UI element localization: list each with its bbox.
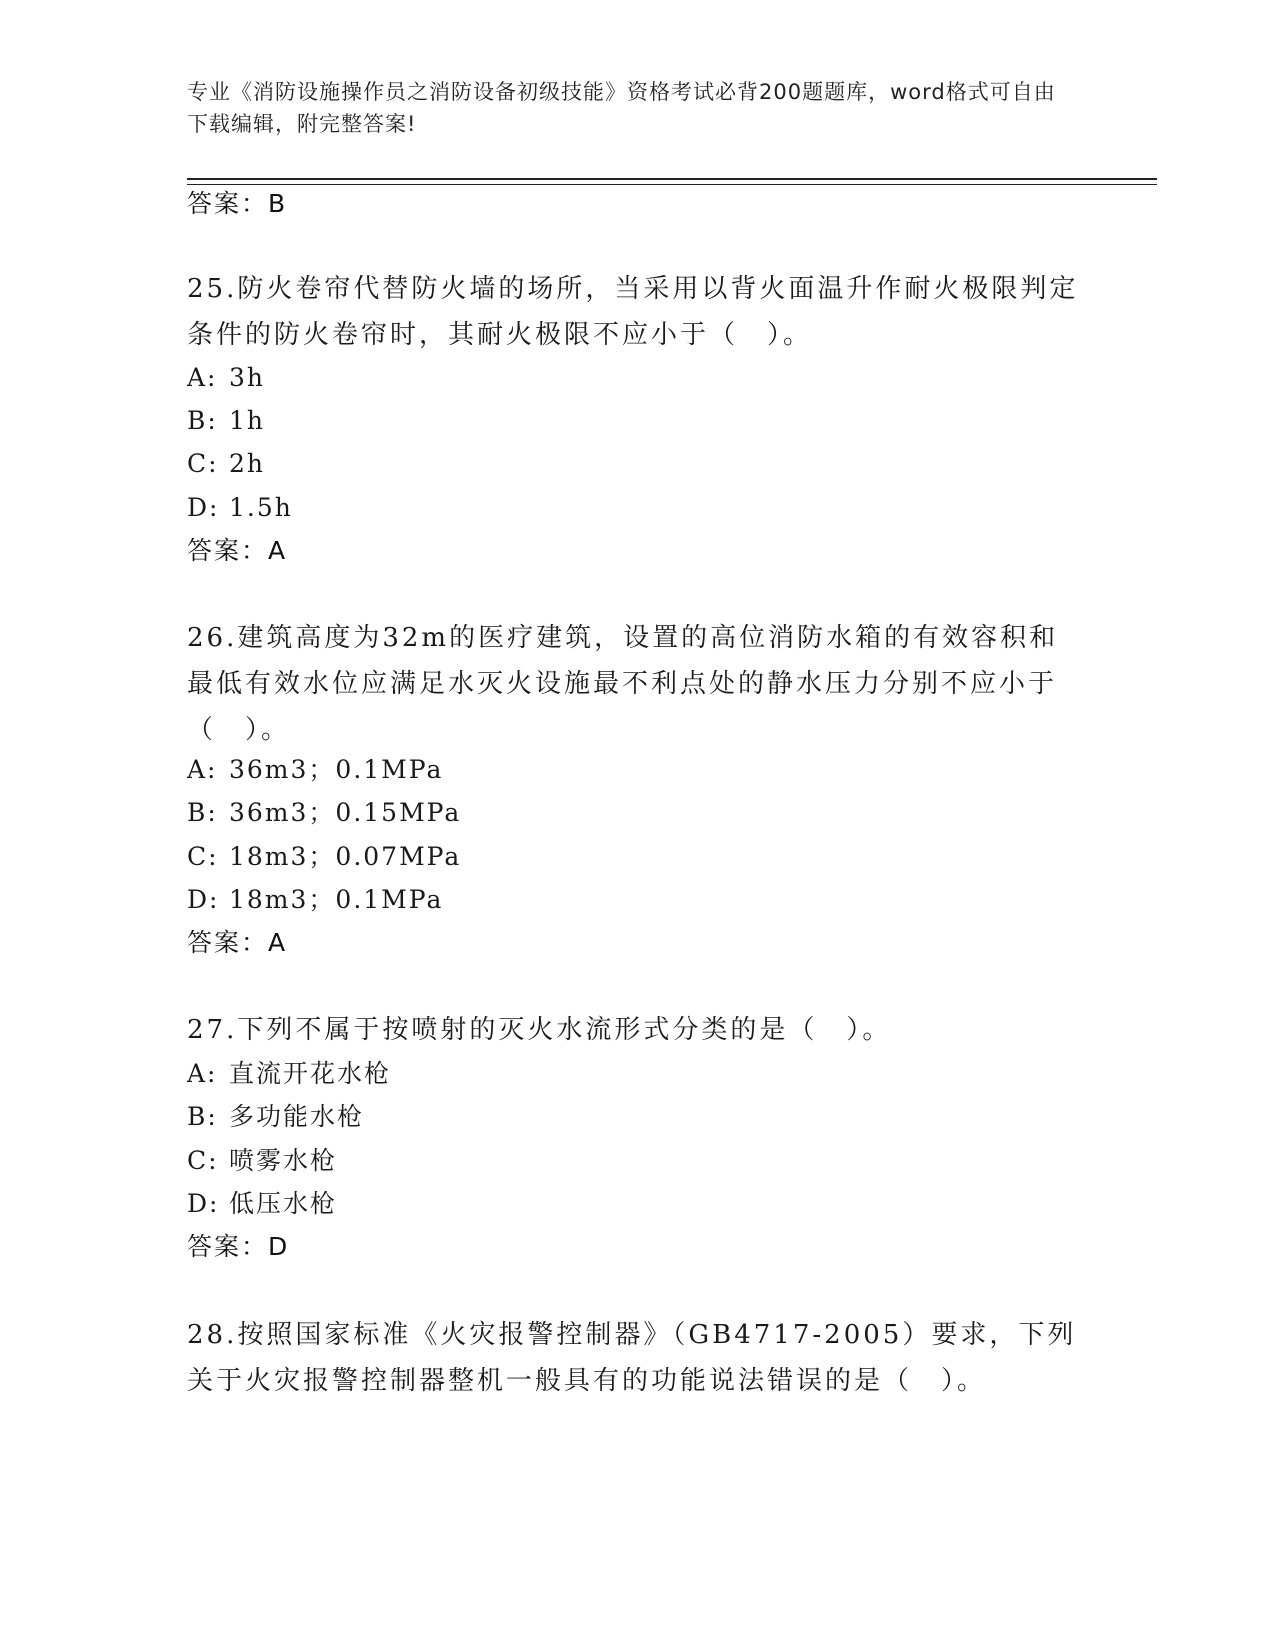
- question-27: 27.下列不属于按喷射的灭火水流形式分类的是（ ）。: [187, 1015, 892, 1045]
- header-rule: [187, 178, 1157, 185]
- question-26: 26.建筑高度为32m的医疗建筑，设置的高位消防水箱的有效容积和最低有效水位应满足水灭火设施最不利点处的静水压力分别不应小于（ ）。: [187, 623, 1059, 745]
- answer-label: 答案：: [187, 536, 269, 565]
- option-a: A: 36m3；0.1MPa: [187, 755, 444, 784]
- answer-value: A: [268, 536, 286, 565]
- answer-label: 答案：: [187, 1232, 269, 1261]
- option-b: B: 多功能水枪: [187, 1102, 365, 1131]
- option-c: C: 18m3；0.07MPa: [187, 842, 462, 871]
- answer-value: A: [268, 928, 286, 957]
- option-c: C: 2h: [187, 449, 266, 478]
- option-a: A: 直流开花水枪: [187, 1059, 392, 1088]
- answer-line: [187, 533, 285, 569]
- option-c: C: 喷雾水枪: [187, 1146, 338, 1175]
- answer-line: [187, 1229, 287, 1265]
- option-b: B: 36m3；0.15MPa: [187, 798, 462, 827]
- option-d: D: 1.5h: [187, 493, 293, 522]
- option-a: A: 3h: [187, 363, 266, 392]
- question-28: 28.按照国家标准《火灾报警控制器》（GB4717-2005）要求，下列关于火灾报警控制器整机一般具有的功能说法错误的是（ ）。: [187, 1320, 1077, 1396]
- answer-value: B: [268, 189, 286, 218]
- option-b: B: 1h: [187, 406, 266, 435]
- option-d: D: 低压水枪: [187, 1189, 338, 1218]
- answer-line: [187, 186, 285, 222]
- document-header: 专业《消防设施操作员之消防设备初级技能》资格考试必背200题题库，word格式可自由下载编辑，附完整答案!: [187, 80, 1056, 136]
- answer-label: 答案：: [187, 928, 269, 957]
- answer-label: 答案：: [187, 189, 269, 218]
- option-d: D: 18m3；0.1MPa: [187, 885, 444, 914]
- answer-line: [187, 925, 285, 961]
- question-25: 25.防火卷帘代替防火墙的场所，当采用以背火面温升作耐火极限判定条件的防火卷帘时，其耐火极限不应小于（ ）。: [187, 274, 1079, 350]
- answer-value: D: [268, 1232, 288, 1261]
